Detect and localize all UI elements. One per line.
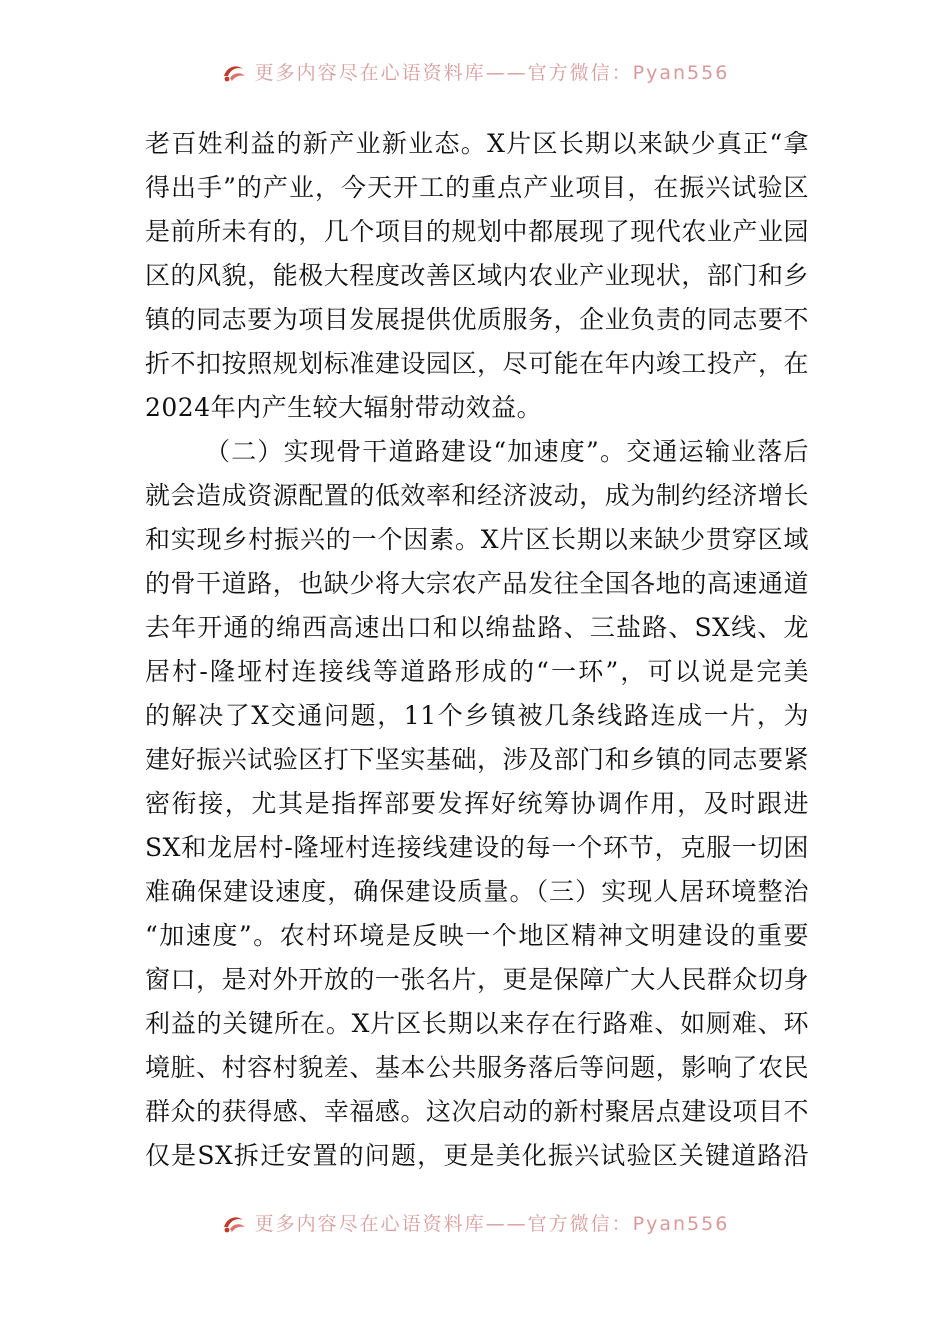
text-line: 和实现乡村振兴的一个因素。X片区长期以来缺少贯穿区域	[145, 525, 809, 554]
text-line: 是前所未有的，几个项目的规划中都展现了现代农业产业园	[145, 217, 809, 246]
document-body	[145, 122, 809, 1178]
watermark-logo-icon	[221, 62, 247, 84]
text-line: SX和龙居村-隆垭村连接线建设的每一个环节，克服一切困	[145, 833, 809, 862]
text-line: 群众的获得感、幸福感。这次启动的新村聚居点建设项目不	[145, 1097, 809, 1126]
text-line: 的骨干道路，也缺少将大宗农产品发往全国各地的高速通道	[145, 569, 809, 598]
text-line: 利益的关键所在。X片区长期以来存在行路难、如厕难、环	[145, 1009, 809, 1038]
text-line: “加速度”。农村环境是反映一个地区精神文明建设的重要	[145, 921, 809, 950]
text-line: 建好振兴试验区打下坚实基础，涉及部门和乡镇的同志要紧	[145, 745, 809, 774]
watermark-text: 更多内容尽在心语资料库——官方微信：Pyan556	[254, 1213, 730, 1235]
watermark-text: 更多内容尽在心语资料库——官方微信：Pyan556	[254, 62, 730, 84]
text-line: 折不扣按照规划标准建设园区，尽可能在年内竣工投产，在	[145, 349, 809, 378]
text-line: 就会造成资源配置的低效率和经济波动，成为制约经济增长	[145, 481, 809, 510]
text-line: 窗口，是对外开放的一张名片，更是保障广大人民群众切身	[145, 965, 809, 994]
text-line: 难确保建设速度，确保建设质量。（三）实现人居环境整治	[145, 877, 809, 906]
watermark-logo-icon	[221, 1213, 247, 1235]
header-watermark	[0, 56, 950, 90]
text-line: 老百姓利益的新产业新业态。X片区长期以来缺少真正“拿	[145, 129, 809, 158]
text-line: 去年开通的绵西高速出口和以绵盐路、三盐路、SX线、龙	[145, 613, 809, 642]
text-line: 境脏、村容村貌差、基本公共服务落后等问题，影响了农民	[145, 1053, 809, 1082]
paragraph-heading-line: （二）实现骨干道路建设“加速度”。交通运输业落后	[205, 437, 809, 466]
text-line: 的解决了X交通问题，11个乡镇被几条线路连成一片，为	[145, 701, 809, 730]
text-line: 仅是SX拆迁安置的问题，更是美化振兴试验区关键道路沿	[145, 1141, 809, 1170]
text-line: 密衔接，尤其是指挥部要发挥好统筹协调作用，及时跟进	[145, 789, 809, 818]
text-line: 区的风貌，能极大程度改善区域内农业产业现状，部门和乡	[145, 261, 809, 290]
text-line: 镇的同志要为项目发展提供优质服务，企业负责的同志要不	[145, 305, 809, 334]
footer-watermark	[0, 1207, 950, 1241]
text-line: 2024年内产生较大辐射带动效益。	[145, 393, 543, 422]
text-line: 得出手”的产业，今天开工的重点产业项目，在振兴试验区	[145, 173, 809, 202]
text-line: 居村-隆垭村连接线等道路形成的“一环”，可以说是完美	[145, 657, 809, 686]
